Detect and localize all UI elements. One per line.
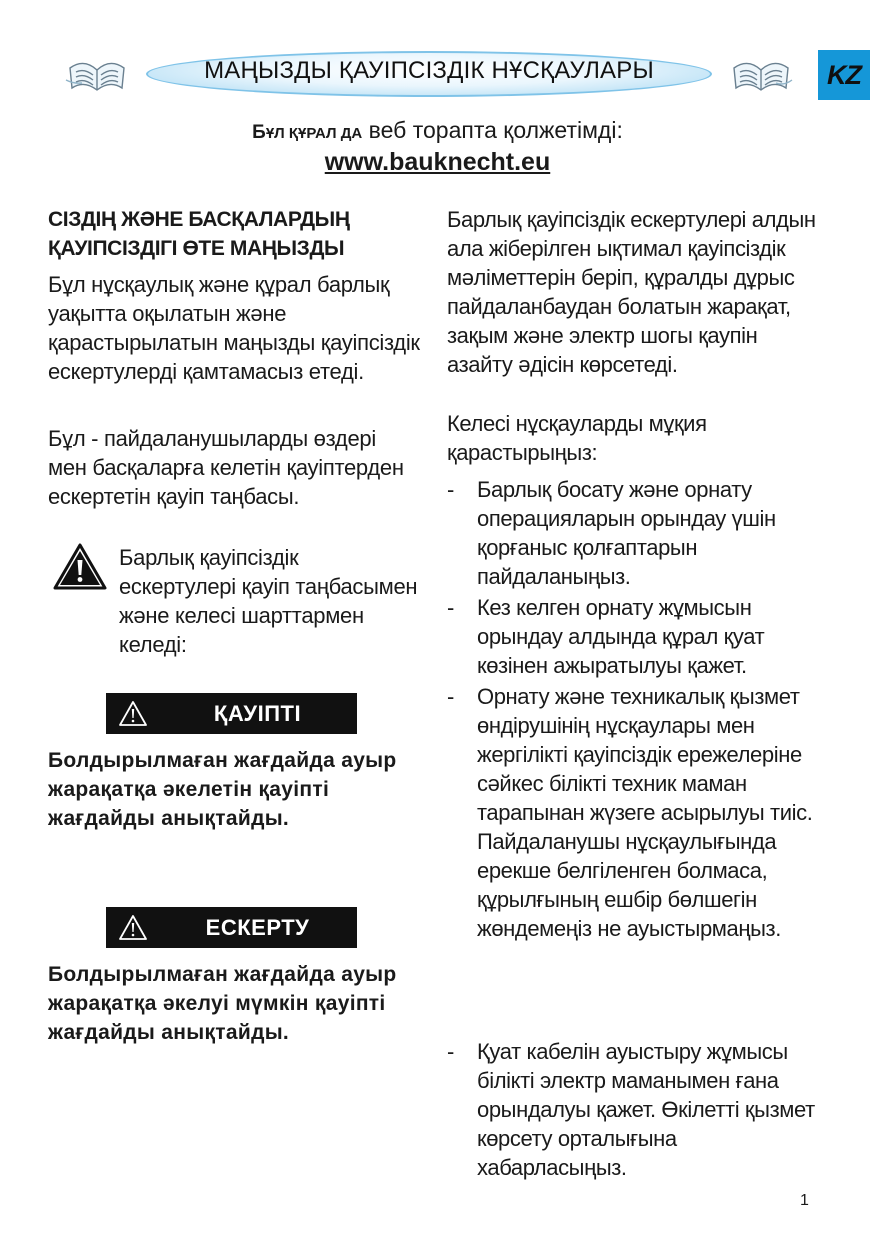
- symbol-conditions-text: Барлық қауіпсіздік ескертулері қауіп таңбасымен және келесі шарттармен келеді:: [119, 545, 418, 657]
- page-title: МАҢЫЗДЫ ҚАУІПСІЗДІК НҰСҚАУЛАРЫ: [204, 57, 654, 84]
- warning-triangle-icon: [118, 700, 148, 727]
- warning-triangle-icon: [52, 542, 108, 592]
- section-heading: СІЗДІҢ ЖӘНЕ БАСҚАЛАРДЫҢ ҚАУІПСІЗДІГІ ӨТЕ МАҢЫЗДЫ: [48, 208, 350, 260]
- warning-description: Болдырылмаған жағдайда ауыр жарақатқа әкелуі мүмкін қауіпті жағдайды анықтайды.: [48, 963, 397, 1044]
- danger-label: ҚАУІПТІ: [106, 693, 357, 734]
- warning-triangle-icon: [118, 914, 148, 941]
- intro-paragraph: Бұл нұсқаулық және құрал барлық уақытта оқылатын және қарастырылатын маңызды қауіпсіздік ескертулерді қамтамасыз етеді.: [48, 272, 420, 384]
- safety-info-paragraph: Барлық қауіпсіздік ескертулері алдын ала жіберілген ықтимал қауіпсіздік мәліметтерін беріп, құралды дұрыс пайдаланбаудан болатын жарақат, зақым және электр шогы қаупін азайту әдісін көрсетеді.: [447, 207, 816, 377]
- symbol-paragraph: Бұл - пайдаланушыларды өздері мен басқаларға келетін қауіптерден ескертетін қауіп таңбасы.: [48, 426, 404, 509]
- open-book-icon: [728, 50, 794, 100]
- availability-line: БҰЛ ҚҰРАЛ ДА веб торапта қолжетімді:: [252, 117, 623, 143]
- page-number: 1: [800, 1192, 809, 1209]
- instructions-intro: Келесі нұсқауларды мұқия қарастырыңыз:: [447, 411, 707, 465]
- product-name: БҰЛ ҚҰРАЛ ДА: [252, 122, 363, 143]
- warning-label: ЕСКЕРТУ: [106, 907, 357, 948]
- language-badge: KZ: [818, 50, 870, 100]
- open-book-icon: [64, 50, 130, 100]
- danger-description: Болдырылмаған жағдайда ауыр жарақатқа әкелетін қауіпті жағдайды анықтайды.: [48, 749, 397, 830]
- website-link[interactable]: www.bauknecht.eu: [324, 148, 551, 176]
